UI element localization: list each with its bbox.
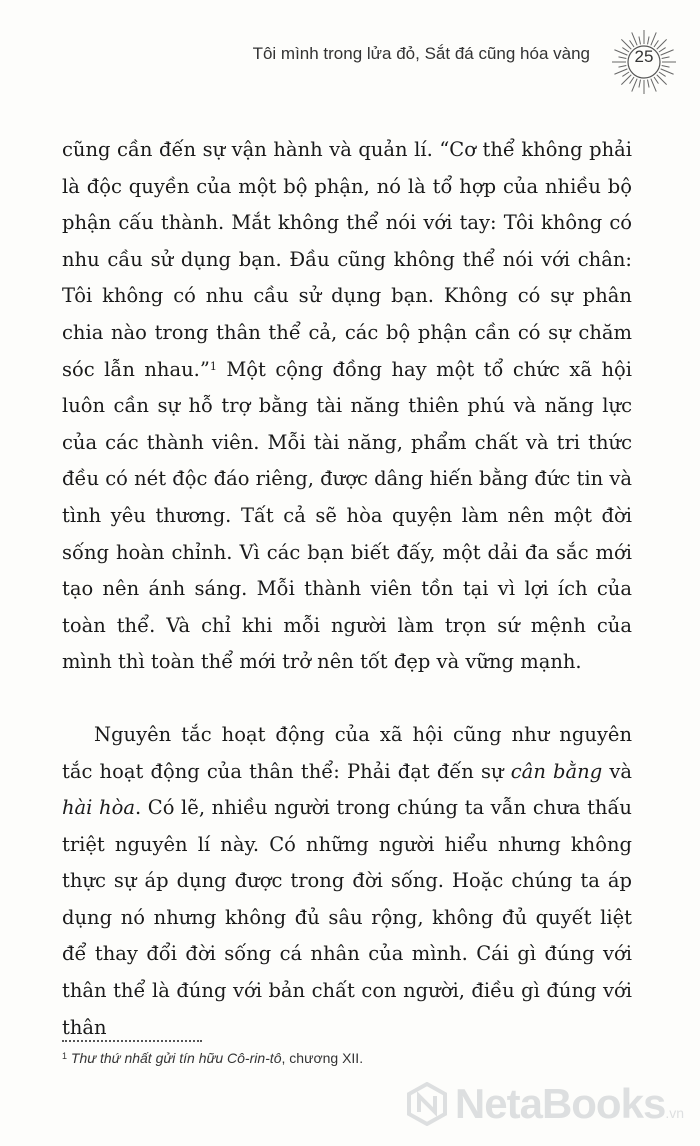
paragraph-1-quote: cũng cần đến sự vận hành và quản lí. “Cơ thể không phải là độc quyền của một bộ phận, nó là tổ hợp của nhiều bộ phận cấu thành. Mắt không thể nói với tay: Tôi không có nhu cầu sử dụng bạn. Đầu cũng không thể nói với chân: Tôi không có nhu cầu sử dụng bạn. Không có sự phân chia nào trong thân thể cả, các bộ phận cần có sự chăm sóc lẫn nhau.” <box>62 138 632 381</box>
watermark-brand-text: NetaBooks <box>454 1080 666 1127</box>
paragraph-2-text-c: . Có lẽ, nhiều người trong chúng ta vẫn chưa thấu triệt nguyên lí này. Có những người hiểu nhưng không thực sự áp dụng được trong đời sống. Hoặc chúng ta áp dụng nó nhưng không đủ sâu rộng, không đủ quyết liệt để thay đổi đời sống cá nhân của mình. Cái gì đúng với thân thể là đúng với bản chất con người, điều gì đúng với thân <box>62 796 632 1039</box>
paragraph-2 <box>62 717 632 1046</box>
watermark-suffix: .vn <box>665 1105 684 1121</box>
footnote-rest: , chương XII. <box>281 1050 364 1066</box>
running-title: Tôi mình trong lửa đỏ, Sắt đá cũng hóa vàng <box>252 44 590 63</box>
netabooks-logo-icon <box>405 1082 449 1126</box>
footnote-reference[interactable]: 1 <box>209 359 217 373</box>
page-number: 25 <box>634 47 654 66</box>
footnote-divider <box>62 1040 202 1042</box>
footnote-title: Thư thứ nhất gửi tín hữu Cô-rin-tô <box>70 1050 282 1066</box>
watermark-brand <box>455 1080 684 1128</box>
footnote <box>62 1050 363 1066</box>
footnote-marker: 1 <box>62 1051 68 1061</box>
paragraph-2-text-b: và <box>602 759 632 783</box>
paragraph-2-text-a: Nguyên tắc hoạt động của xã hội cũng như nguyên tắc hoạt động của thân thể: Phải đạt đến sự <box>62 722 632 783</box>
paragraph-1-rest: Một cộng đồng hay một tổ chức xã hội luôn cần sự hỗ trợ bằng tài năng thiên phú và năng lực của các thành viên. Mỗi tài năng, phẩm chất và tri thức đều có nét độc đáo riêng, được dâng hiến bằng đức tin và tình yêu thương. Tất cả sẽ hòa quyện làm nên một đời sống hoàn chỉnh. Vì các bạn biết đấy, một dải đa sắc mới tạo nên ánh sáng. Mỗi thành viên tồn tại vì lợi ích của toàn thể. Và chỉ khi mỗi người làm trọn sứ mệnh của mình thì toàn thể mới trở nên tốt đẹp và vững mạnh. <box>62 357 633 674</box>
paragraph-2-emphasis-harmony: hài hòa <box>62 796 135 820</box>
paragraph-2-emphasis-balance: cân bằng <box>510 759 603 783</box>
body-text <box>62 132 632 1046</box>
paragraph-1 <box>62 132 632 681</box>
watermark <box>405 1080 684 1128</box>
